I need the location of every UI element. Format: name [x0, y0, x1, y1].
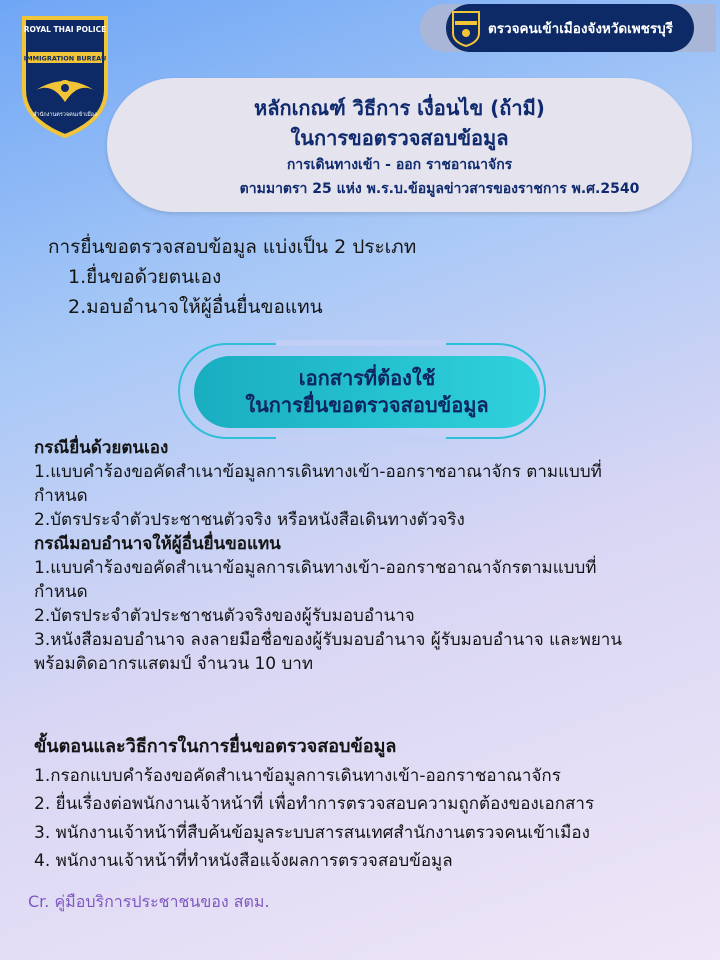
documents-pill-line-2: ในการยื่นขอตรวจสอบข้อมูล — [245, 393, 489, 417]
step-item-3: 3. พนักงานเจ้าหน้าที่สืบค้นข้อมูลระบบสารสนเทศสำนักงานตรวจคนเข้าเมือง — [34, 822, 590, 843]
step-item-1: 1.กรอกแบบคำร้องขอคัดสำเนาข้อมูลการเดินทางเข้า-ออกราชอาณาจักร — [34, 765, 561, 786]
title-line-2: ในการขอตรวจสอบข้อมูล — [290, 126, 509, 150]
documents-section — [34, 436, 704, 676]
immigration-bureau-badge-logo — [18, 12, 112, 140]
proxy-case-item-3b: พร้อมติดอากรแสตมป์ จำนวน 10 บาท — [34, 654, 314, 674]
svg-text:สำนักงานตรวจคนเข้าเมือง: สำนักงานตรวจคนเข้าเมือง — [33, 112, 97, 118]
svg-text:IMMIGRATION BUREAU: IMMIGRATION BUREAU — [23, 54, 107, 63]
self-case-item-2: 2.บัตรประจำตัวประชาชนตัวจริง หรือหนังสือเดินทางตัวจริง — [34, 510, 465, 530]
intro-item-1: 1.ยื่นขอด้วยตนเอง — [68, 266, 222, 288]
proxy-case-item-3a: 3.หนังสือมอบอำนาจ ลงลายมือชื่อของผู้รับมอบอำนาจ ผู้รับมอบอำนาจ และพยาน — [34, 630, 622, 650]
self-case-item-1a: 1.แบบคำร้องขอคัดสำเนาข้อมูลการเดินทางเข้า-ออกราชอาณาจักร ตามแบบที่ — [34, 462, 602, 482]
steps-section — [34, 733, 704, 876]
step-item-2: 2. ยื่นเรื่องต่อพนักงานเจ้าหน้าที่ เพื่อทำการตรวจสอบความถูกต้องของเอกสาร — [34, 794, 595, 814]
proxy-case-item-1b: กำหนด — [34, 582, 88, 602]
intro-item-2: 2.มอบอำนาจให้ผู้อื่นยื่นขอแทน — [68, 296, 323, 318]
title-box — [107, 78, 692, 212]
title-line-1: หลักเกณฑ์ วิธีการ เงื่อนไข (ถ้ามี) — [254, 96, 545, 120]
title-line-4: ตามมาตรา 25 แห่ง พ.ร.บ.ข้อมูลข่าวสารของราชการ พ.ศ.2540 — [239, 181, 640, 197]
proxy-case-item-1a: 1.แบบคำร้องขอคัดสำเนาข้อมูลการเดินทางเข้า-ออกราชอาณาจักรตามแบบที่ — [34, 558, 597, 578]
header-pill — [446, 4, 694, 52]
self-case-item-1b: กำหนด — [34, 486, 88, 506]
steps-heading: ขั้นตอนและวิธีการในการยื่นขอตรวจสอบข้อมูล — [34, 736, 397, 757]
header-pill-label: ตรวจคนเข้าเมืองจังหวัดเพชรบุรี — [488, 21, 673, 37]
proxy-case-item-2: 2.บัตรประจำตัวประชาชนตัวจริงของผู้รับมอบอำนาจ — [34, 606, 415, 626]
mini-badge-icon — [450, 9, 482, 47]
frame-gap-top — [276, 340, 446, 346]
proxy-case-heading: กรณีมอบอำนาจให้ผู้อื่นยื่นขอแทน — [34, 534, 281, 554]
title-line-3: การเดินทางเข้า - ออก ราชอาณาจักร — [286, 157, 513, 173]
documents-pill-line-1: เอกสารที่ต้องใช้ — [298, 366, 436, 390]
credit-text: Cr. คู่มือบริการประชาชนของ สตม. — [28, 892, 270, 911]
self-case-heading: กรณียื่นด้วยตนเอง — [34, 438, 169, 458]
step-item-4: 4. พนักงานเจ้าหน้าที่ทำหนังสือแจ้งผลการตรวจสอบข้อมูล — [34, 851, 453, 871]
shield-emblem-icon — [18, 12, 112, 140]
intro-heading: การยื่นขอตรวจสอบข้อมูล แบ่งเป็น 2 ประเภท — [48, 236, 417, 258]
intro-section — [48, 232, 416, 322]
documents-pill — [194, 356, 540, 428]
svg-text:ROYAL THAI POLICE: ROYAL THAI POLICE — [23, 25, 107, 34]
